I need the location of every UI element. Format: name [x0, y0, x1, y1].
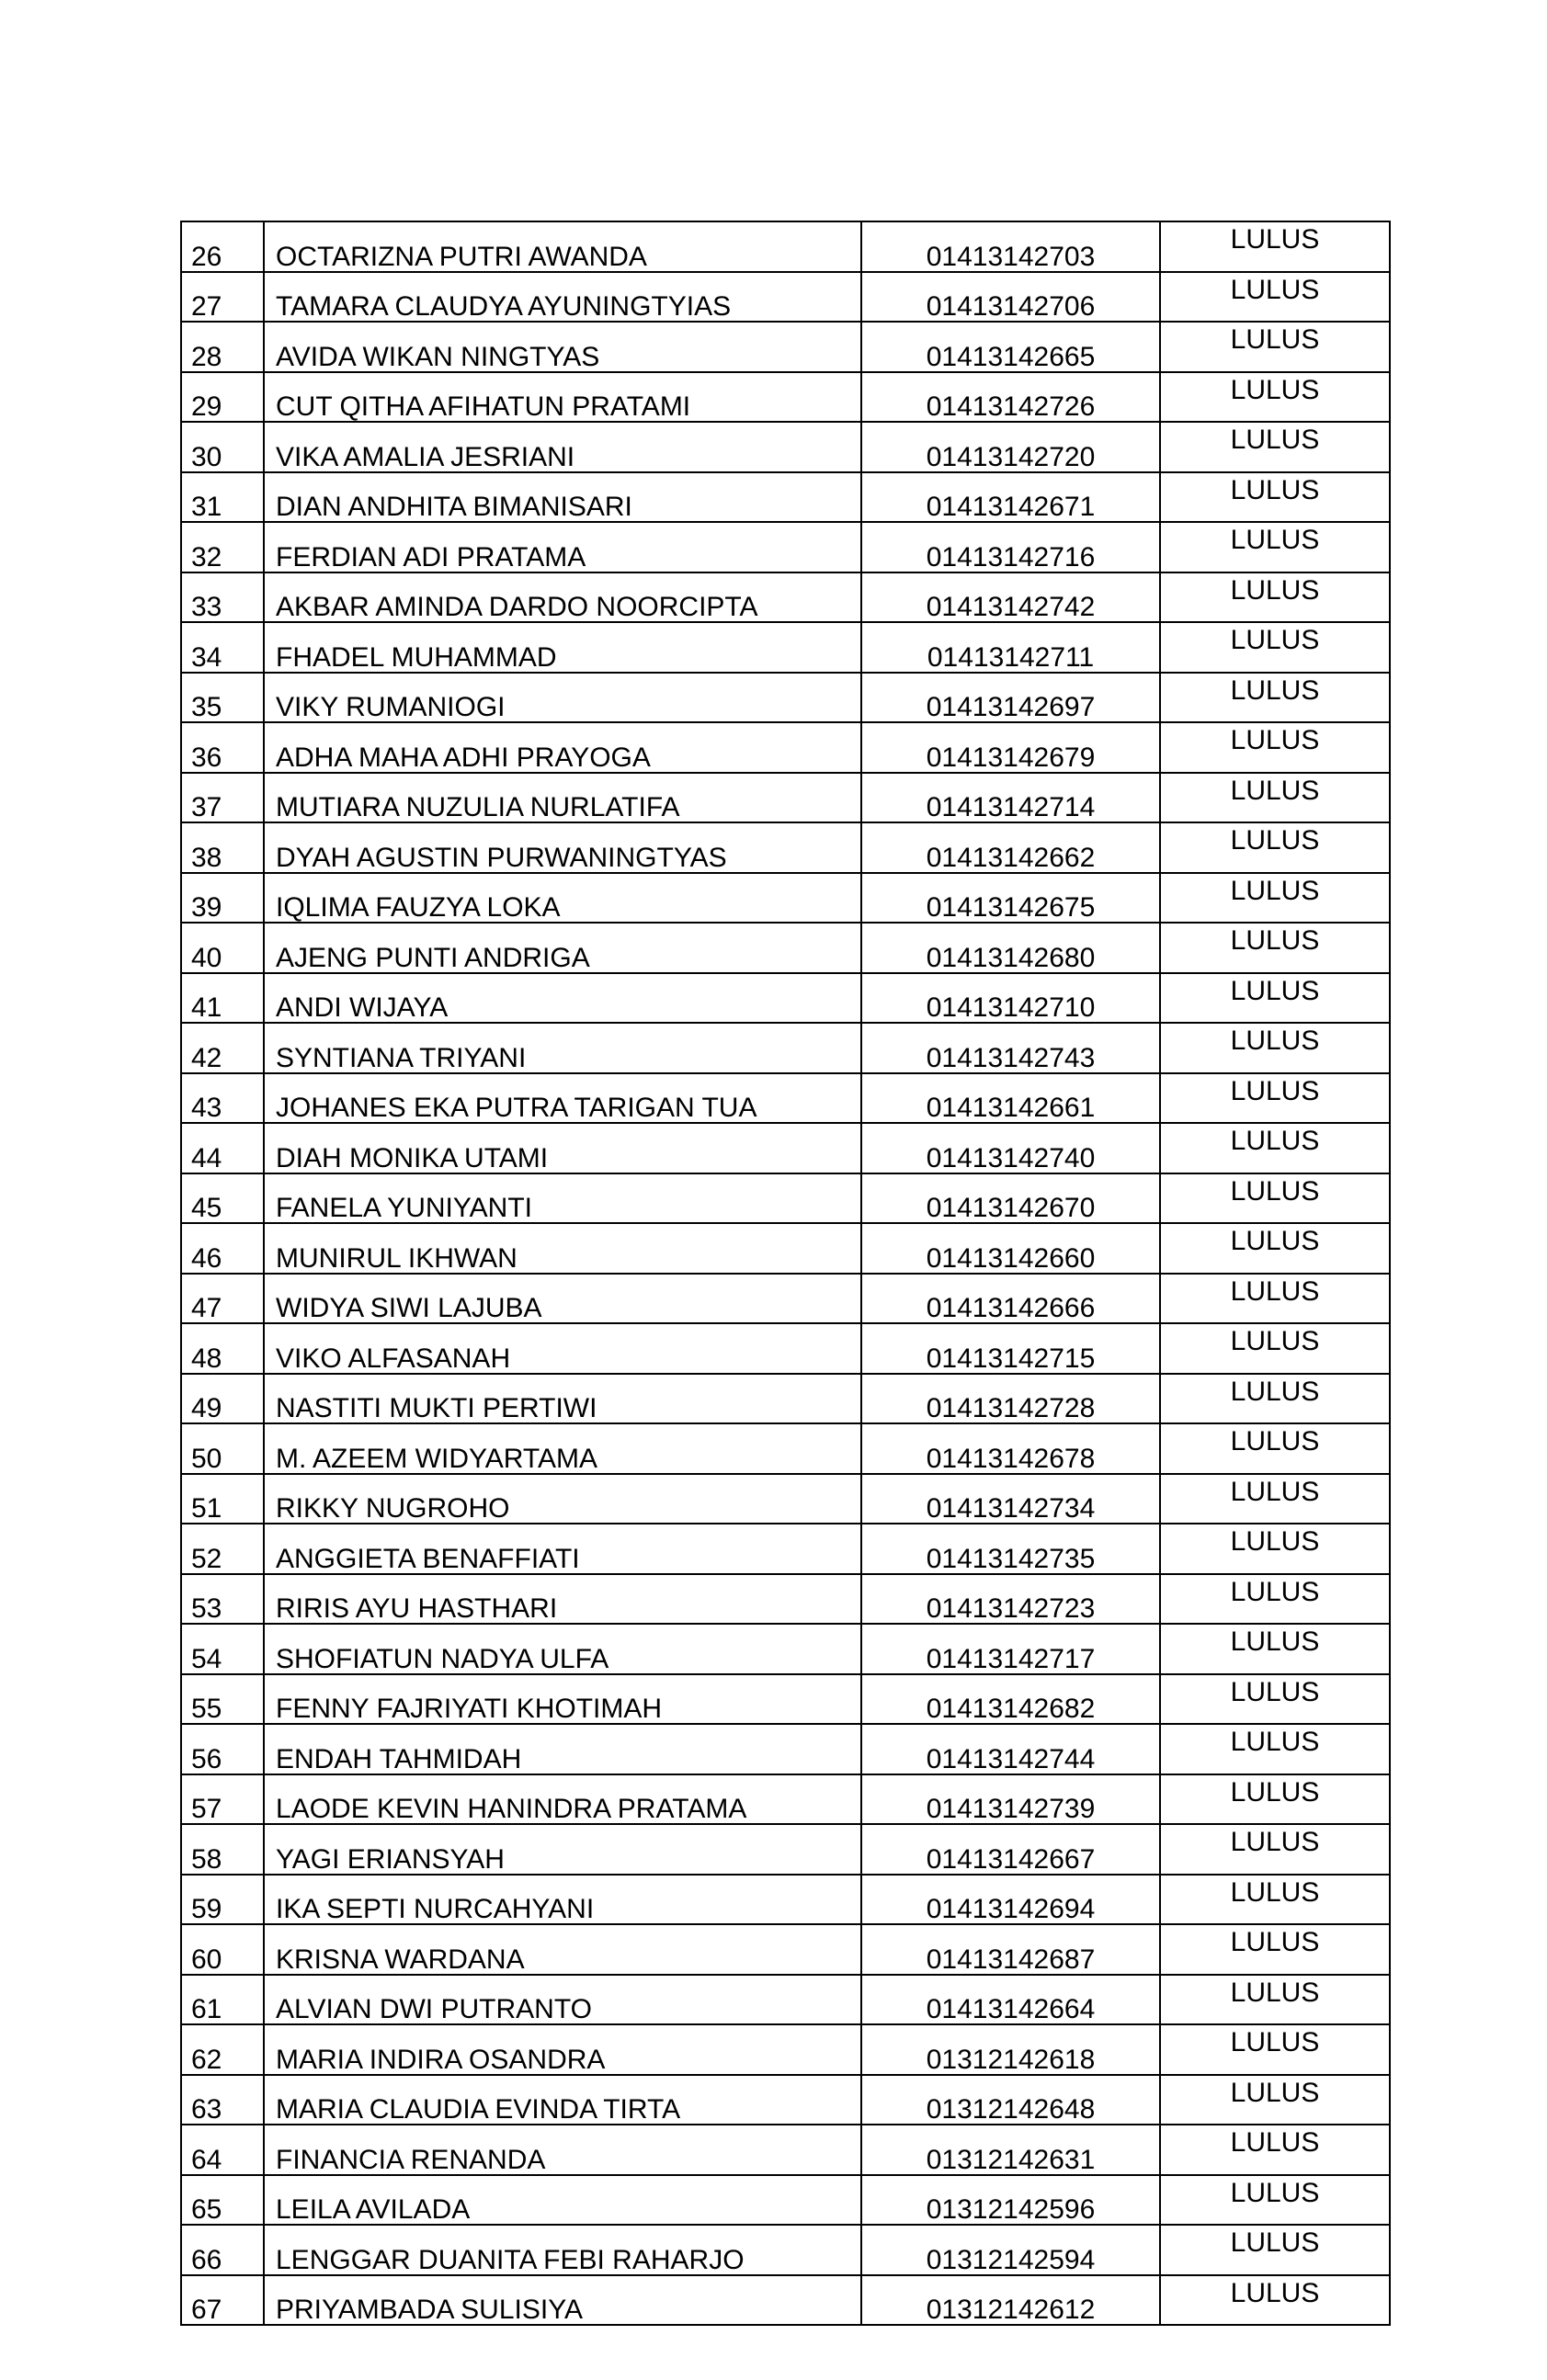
student-name: ALVIAN DWI PUTRANTO — [264, 1975, 861, 2025]
student-name: WIDYA SIWI LAJUBA — [264, 1274, 861, 1324]
table-row — [181, 1374, 1390, 1424]
table-row — [181, 2275, 1390, 2326]
table-row — [181, 722, 1390, 773]
status-label: LULUS — [1160, 1674, 1390, 1725]
row-number: 34 — [181, 622, 264, 673]
table-row — [181, 572, 1390, 623]
table-row — [181, 1323, 1390, 1374]
student-name: IKA SEPTI NURCAHYANI — [264, 1875, 861, 1925]
row-number: 63 — [181, 2075, 264, 2125]
student-id: 01413142697 — [861, 673, 1160, 723]
row-number: 44 — [181, 1123, 264, 1173]
student-id: 01413142664 — [861, 1975, 1160, 2025]
student-id: 01413142675 — [861, 873, 1160, 924]
table-row — [181, 1624, 1390, 1674]
row-number: 47 — [181, 1274, 264, 1324]
row-number: 53 — [181, 1574, 264, 1625]
student-id: 01413142680 — [861, 923, 1160, 973]
status-label: LULUS — [1160, 1323, 1390, 1374]
student-name: VIKO ALFASANAH — [264, 1323, 861, 1374]
student-name: LENGGAR DUANITA FEBI RAHARJO — [264, 2225, 861, 2275]
student-id: 01413142735 — [861, 1524, 1160, 1574]
row-number: 55 — [181, 1674, 264, 1725]
table-row — [181, 1423, 1390, 1474]
table-row — [181, 1975, 1390, 2025]
student-id: 01413142670 — [861, 1173, 1160, 1224]
status-label: LULUS — [1160, 1073, 1390, 1124]
status-label: LULUS — [1160, 873, 1390, 924]
table-row — [181, 622, 1390, 673]
status-label: LULUS — [1160, 1374, 1390, 1424]
student-id: 01413142744 — [861, 1724, 1160, 1774]
student-id: 01413142665 — [861, 322, 1160, 372]
student-id: 01312142596 — [861, 2175, 1160, 2226]
row-number: 39 — [181, 873, 264, 924]
status-label: LULUS — [1160, 1975, 1390, 2025]
student-name: KRISNA WARDANA — [264, 1924, 861, 1975]
status-label: LULUS — [1160, 522, 1390, 572]
student-id: 01413142711 — [861, 622, 1160, 673]
status-label: LULUS — [1160, 722, 1390, 773]
student-id: 01413142706 — [861, 272, 1160, 323]
table-row — [181, 822, 1390, 873]
student-name: M. AZEEM WIDYARTAMA — [264, 1423, 861, 1474]
status-label: LULUS — [1160, 622, 1390, 673]
row-number: 33 — [181, 572, 264, 623]
student-name: RIRIS AYU HASTHARI — [264, 1574, 861, 1625]
student-name: VIKY RUMANIOGI — [264, 673, 861, 723]
table-row — [181, 1223, 1390, 1274]
table-row — [181, 472, 1390, 523]
student-id: 01413142667 — [861, 1824, 1160, 1875]
student-id: 01413142682 — [861, 1674, 1160, 1725]
table-row — [181, 1023, 1390, 1073]
status-label: LULUS — [1160, 1423, 1390, 1474]
row-number: 54 — [181, 1624, 264, 1674]
results-table-body — [181, 221, 1390, 2325]
student-id: 01413142694 — [861, 1875, 1160, 1925]
status-label: LULUS — [1160, 272, 1390, 323]
table-row — [181, 1173, 1390, 1224]
table-row — [181, 2225, 1390, 2275]
table-row — [181, 522, 1390, 572]
student-name: ADHA MAHA ADHI PRAYOGA — [264, 722, 861, 773]
status-label: LULUS — [1160, 1023, 1390, 1073]
row-number: 56 — [181, 1724, 264, 1774]
student-id: 01413142678 — [861, 1423, 1160, 1474]
row-number: 41 — [181, 973, 264, 1024]
row-number: 65 — [181, 2175, 264, 2226]
row-number: 48 — [181, 1323, 264, 1374]
status-label: LULUS — [1160, 2125, 1390, 2175]
table-row — [181, 1274, 1390, 1324]
status-label: LULUS — [1160, 322, 1390, 372]
row-number: 61 — [181, 1975, 264, 2025]
row-number: 26 — [181, 221, 264, 272]
status-label: LULUS — [1160, 2175, 1390, 2226]
row-number: 36 — [181, 722, 264, 773]
row-number: 28 — [181, 322, 264, 372]
status-label: LULUS — [1160, 1724, 1390, 1774]
student-id: 01312142594 — [861, 2225, 1160, 2275]
student-id: 01413142723 — [861, 1574, 1160, 1625]
status-label: LULUS — [1160, 1774, 1390, 1825]
table-row — [181, 1073, 1390, 1124]
table-row — [181, 873, 1390, 924]
row-number: 38 — [181, 822, 264, 873]
status-label: LULUS — [1160, 673, 1390, 723]
student-name: LEILA AVILADA — [264, 2175, 861, 2226]
status-label: LULUS — [1160, 773, 1390, 823]
row-number: 29 — [181, 372, 264, 423]
student-id: 01413142720 — [861, 422, 1160, 472]
status-label: LULUS — [1160, 2225, 1390, 2275]
table-row — [181, 322, 1390, 372]
student-name: VIKA AMALIA JESRIANI — [264, 422, 861, 472]
row-number: 51 — [181, 1474, 264, 1524]
status-label: LULUS — [1160, 372, 1390, 423]
status-label: LULUS — [1160, 221, 1390, 272]
student-name: AJENG PUNTI ANDRIGA — [264, 923, 861, 973]
table-row — [181, 372, 1390, 423]
student-id: 01413142740 — [861, 1123, 1160, 1173]
row-number: 59 — [181, 1875, 264, 1925]
student-name: AKBAR AMINDA DARDO NOORCIPTA — [264, 572, 861, 623]
row-number: 62 — [181, 2024, 264, 2075]
student-name: SHOFIATUN NADYA ULFA — [264, 1624, 861, 1674]
student-id: 01413142703 — [861, 221, 1160, 272]
row-number: 67 — [181, 2275, 264, 2326]
status-label: LULUS — [1160, 2275, 1390, 2326]
row-number: 31 — [181, 472, 264, 523]
status-label: LULUS — [1160, 1924, 1390, 1975]
status-label: LULUS — [1160, 1524, 1390, 1574]
student-name: ANDI WIJAYA — [264, 973, 861, 1024]
row-number: 60 — [181, 1924, 264, 1975]
status-label: LULUS — [1160, 572, 1390, 623]
student-name: FERDIAN ADI PRATAMA — [264, 522, 861, 572]
row-number: 45 — [181, 1173, 264, 1224]
table-row — [181, 1123, 1390, 1173]
row-number: 35 — [181, 673, 264, 723]
student-id: 01413142710 — [861, 973, 1160, 1024]
student-name: MUNIRUL IKHWAN — [264, 1223, 861, 1274]
student-id: 01413142687 — [861, 1924, 1160, 1975]
student-name: FENNY FAJRIYATI KHOTIMAH — [264, 1674, 861, 1725]
student-name: MARIA CLAUDIA EVINDA TIRTA — [264, 2075, 861, 2125]
student-name: DIAH MONIKA UTAMI — [264, 1123, 861, 1173]
student-name: FHADEL MUHAMMAD — [264, 622, 861, 673]
status-label: LULUS — [1160, 923, 1390, 973]
student-id: 01413142671 — [861, 472, 1160, 523]
student-id: 01413142743 — [861, 1023, 1160, 1073]
student-name: TAMARA CLAUDYA AYUNINGTYIAS — [264, 272, 861, 323]
results-table — [180, 221, 1391, 2326]
status-label: LULUS — [1160, 422, 1390, 472]
status-label: LULUS — [1160, 1624, 1390, 1674]
table-row — [181, 1774, 1390, 1825]
table-row — [181, 1674, 1390, 1725]
status-label: LULUS — [1160, 1824, 1390, 1875]
row-number: 27 — [181, 272, 264, 323]
student-name: OCTARIZNA PUTRI AWANDA — [264, 221, 861, 272]
status-label: LULUS — [1160, 1574, 1390, 1625]
table-row — [181, 2075, 1390, 2125]
table-row — [181, 1875, 1390, 1925]
student-name: IQLIMA FAUZYA LOKA — [264, 873, 861, 924]
student-name: SYNTIANA TRIYANI — [264, 1023, 861, 1073]
student-name: AVIDA WIKAN NINGTYAS — [264, 322, 861, 372]
table-row — [181, 1724, 1390, 1774]
status-label: LULUS — [1160, 1123, 1390, 1173]
row-number: 43 — [181, 1073, 264, 1124]
table-row — [181, 1924, 1390, 1975]
row-number: 42 — [181, 1023, 264, 1073]
student-name: NASTITI MUKTI PERTIWI — [264, 1374, 861, 1424]
student-id: 01413142666 — [861, 1274, 1160, 1324]
student-name: FINANCIA RENANDA — [264, 2125, 861, 2175]
student-name: RIKKY NUGROHO — [264, 1474, 861, 1524]
student-id: 01413142734 — [861, 1474, 1160, 1524]
student-id: 01413142679 — [861, 722, 1160, 773]
student-name: JOHANES EKA PUTRA TARIGAN TUA — [264, 1073, 861, 1124]
table-row — [181, 2024, 1390, 2075]
row-number: 37 — [181, 773, 264, 823]
row-number: 30 — [181, 422, 264, 472]
student-name: PRIYAMBADA SULISIYA — [264, 2275, 861, 2326]
student-name: DYAH AGUSTIN PURWANINGTYAS — [264, 822, 861, 873]
student-name: MUTIARA NUZULIA NURLATIFA — [264, 773, 861, 823]
student-name: DIAN ANDHITA BIMANISARI — [264, 472, 861, 523]
table-row — [181, 272, 1390, 323]
row-number: 49 — [181, 1374, 264, 1424]
table-row — [181, 923, 1390, 973]
student-id: 01413142739 — [861, 1774, 1160, 1825]
student-id: 01312142631 — [861, 2125, 1160, 2175]
status-label: LULUS — [1160, 1875, 1390, 1925]
status-label: LULUS — [1160, 1223, 1390, 1274]
student-id: 01312142618 — [861, 2024, 1160, 2075]
row-number: 57 — [181, 1774, 264, 1825]
student-name: ANGGIETA BENAFFIATI — [264, 1524, 861, 1574]
table-row — [181, 1474, 1390, 1524]
student-id: 01413142716 — [861, 522, 1160, 572]
row-number: 40 — [181, 923, 264, 973]
table-row — [181, 1524, 1390, 1574]
table-row — [181, 673, 1390, 723]
student-id: 01413142728 — [861, 1374, 1160, 1424]
row-number: 46 — [181, 1223, 264, 1274]
table-row — [181, 422, 1390, 472]
student-name: FANELA YUNIYANTI — [264, 1173, 861, 1224]
student-name: LAODE KEVIN HANINDRA PRATAMA — [264, 1774, 861, 1825]
student-id: 01413142714 — [861, 773, 1160, 823]
student-id: 01413142662 — [861, 822, 1160, 873]
student-id: 01413142742 — [861, 572, 1160, 623]
table-row — [181, 2125, 1390, 2175]
student-id: 01312142648 — [861, 2075, 1160, 2125]
student-id: 01413142660 — [861, 1223, 1160, 1274]
student-id: 01413142726 — [861, 372, 1160, 423]
student-name: YAGI ERIANSYAH — [264, 1824, 861, 1875]
status-label: LULUS — [1160, 1274, 1390, 1324]
status-label: LULUS — [1160, 2024, 1390, 2075]
status-label: LULUS — [1160, 1474, 1390, 1524]
student-name: ENDAH TAHMIDAH — [264, 1724, 861, 1774]
table-row — [181, 1824, 1390, 1875]
table-row — [181, 773, 1390, 823]
status-label: LULUS — [1160, 2075, 1390, 2125]
status-label: LULUS — [1160, 822, 1390, 873]
status-label: LULUS — [1160, 973, 1390, 1024]
row-number: 50 — [181, 1423, 264, 1474]
table-row — [181, 973, 1390, 1024]
row-number: 32 — [181, 522, 264, 572]
row-number: 52 — [181, 1524, 264, 1574]
table-row — [181, 1574, 1390, 1625]
status-label: LULUS — [1160, 1173, 1390, 1224]
status-label: LULUS — [1160, 472, 1390, 523]
row-number: 66 — [181, 2225, 264, 2275]
student-id: 01413142661 — [861, 1073, 1160, 1124]
row-number: 58 — [181, 1824, 264, 1875]
student-id: 01413142715 — [861, 1323, 1160, 1374]
student-id: 01312142612 — [861, 2275, 1160, 2326]
student-name: CUT QITHA AFIHATUN PRATAMI — [264, 372, 861, 423]
table-row — [181, 221, 1390, 272]
table-row — [181, 2175, 1390, 2226]
row-number: 64 — [181, 2125, 264, 2175]
student-id: 01413142717 — [861, 1624, 1160, 1674]
student-name: MARIA INDIRA OSANDRA — [264, 2024, 861, 2075]
